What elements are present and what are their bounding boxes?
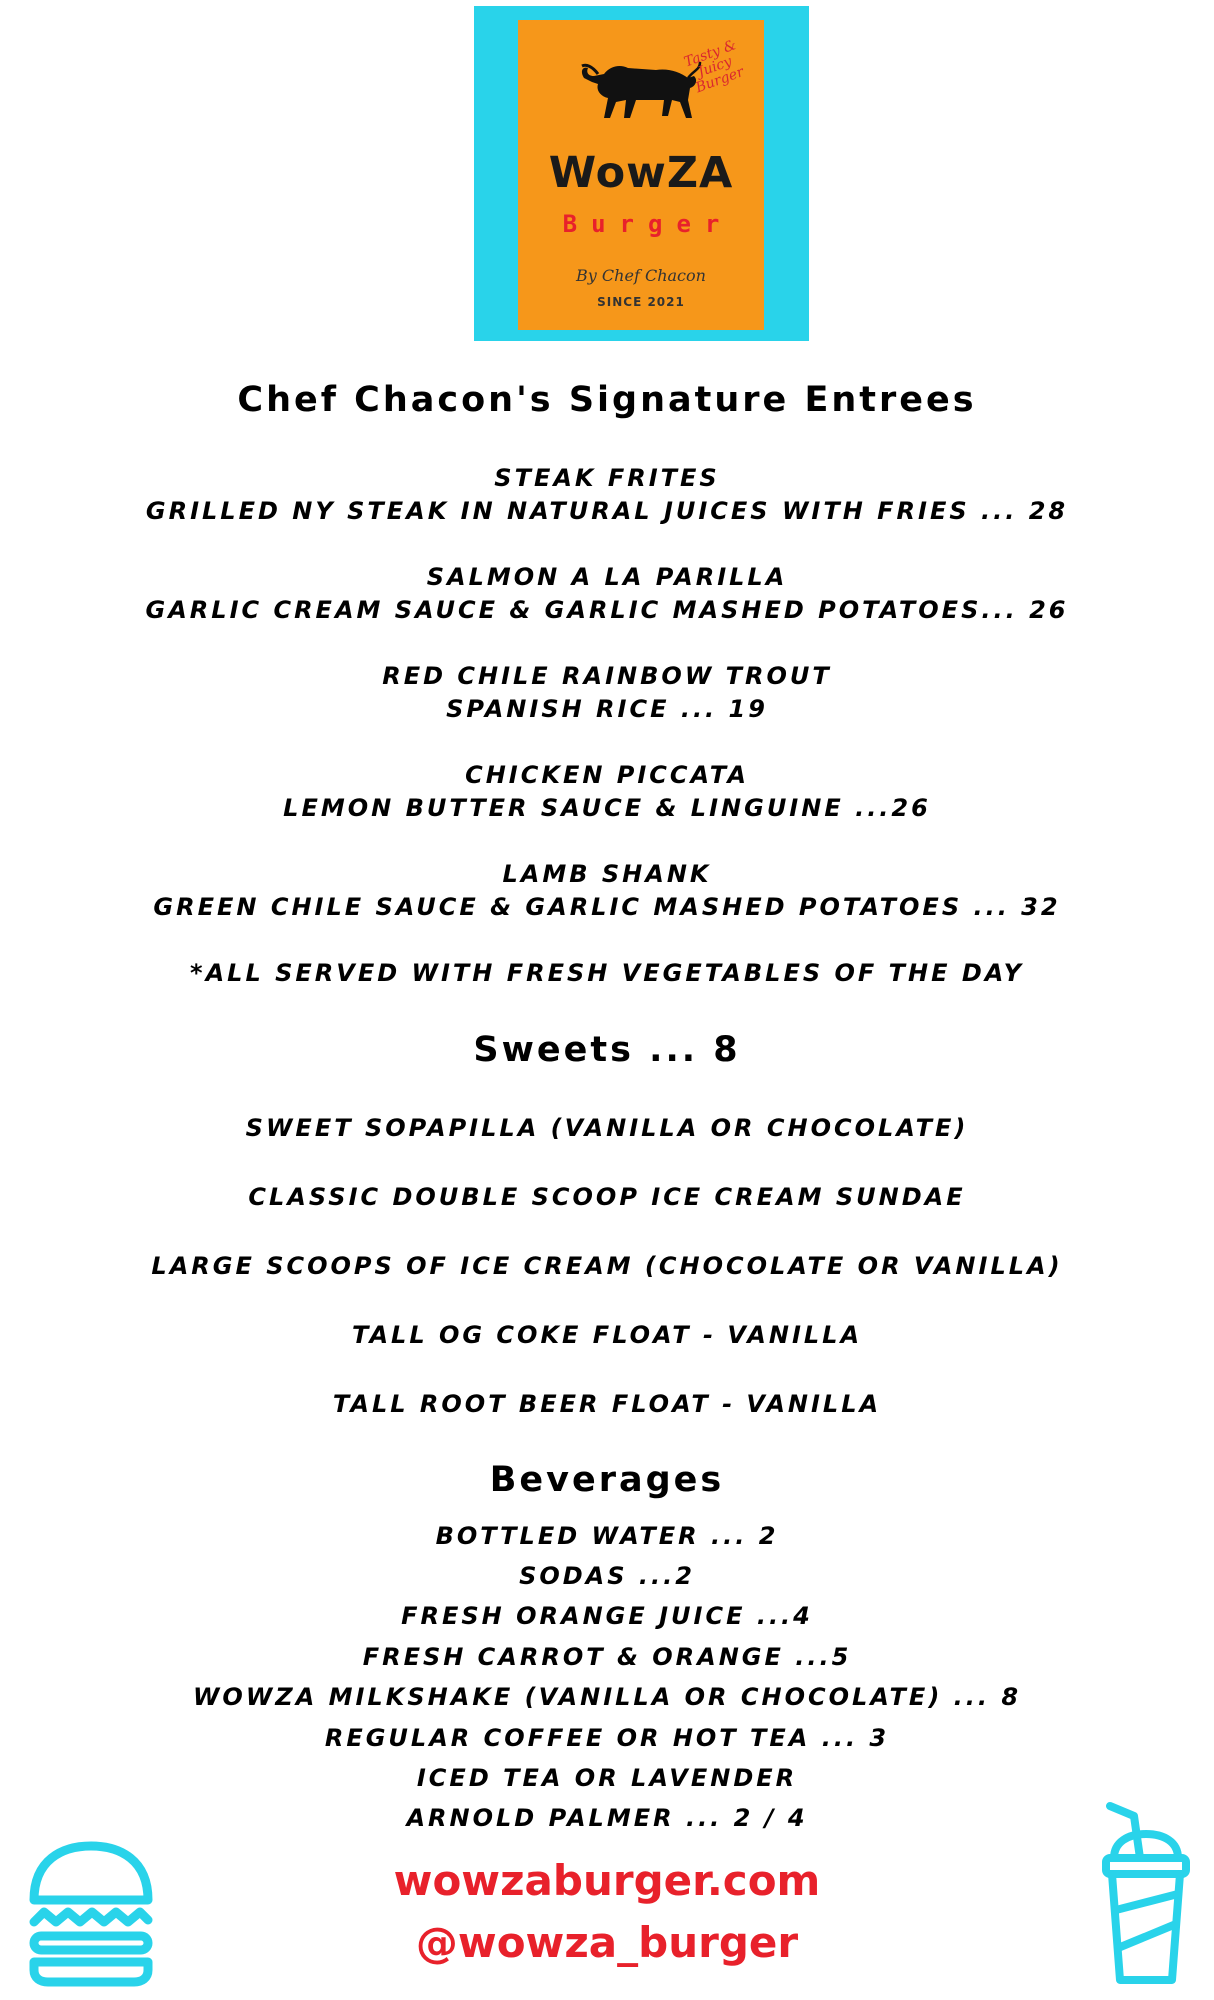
logo-card bbox=[518, 20, 764, 330]
entree-desc: GREEN CHILE SAUCE & GARLIC MASHED POTATOES ... 32 bbox=[153, 893, 1061, 921]
logo-by-line: By Chef Chacon bbox=[576, 266, 706, 285]
logo-frame bbox=[474, 6, 809, 341]
beverage-item: FRESH CARROT & ORANGE ...5 bbox=[362, 1643, 852, 1671]
logo-name: WowZA bbox=[548, 148, 734, 198]
entree-name: STEAK FRITES bbox=[494, 464, 720, 492]
social-handle-link[interactable]: @wowza_burger bbox=[415, 1918, 799, 1967]
beverages-heading: Beverages bbox=[489, 1460, 725, 1500]
beverage-item: REGULAR COFFEE OR HOT TEA ... 3 bbox=[324, 1724, 890, 1752]
beverage-item: BOTTLED WATER ... 2 bbox=[435, 1522, 779, 1550]
entree-name: LAMB SHANK bbox=[502, 860, 712, 888]
sweets-item: TALL ROOT BEER FLOAT - VANILLA bbox=[332, 1390, 882, 1418]
sweets-item: CLASSIC DOUBLE SCOOP ICE CREAM SUNDAE bbox=[248, 1183, 966, 1211]
entree-name: CHICKEN PICCATA bbox=[465, 761, 749, 789]
entree-name: SALMON A LA PARILLA bbox=[426, 563, 788, 591]
entrees-heading: Chef Chacon's Signature Entrees bbox=[237, 380, 977, 420]
drink-cup-icon bbox=[1100, 1798, 1192, 1990]
entree-desc: SPANISH RICE ... 19 bbox=[446, 695, 768, 723]
beverage-item: FRESH ORANGE JUICE ...4 bbox=[401, 1602, 813, 1630]
sweets-heading: Sweets ... 8 bbox=[473, 1030, 741, 1070]
entree-desc: GRILLED NY STEAK IN NATURAL JUICES WITH FRIES ... 28 bbox=[145, 497, 1069, 525]
entree-desc: GARLIC CREAM SAUCE & GARLIC MASHED POTATOES... 26 bbox=[145, 596, 1069, 624]
logo-tagline: Tasty & Juicy Burger bbox=[681, 37, 746, 97]
logo-since: SINCE 2021 bbox=[597, 295, 685, 309]
sweets-item: TALL OG COKE FLOAT - VANILLA bbox=[351, 1321, 863, 1349]
entree-desc: LEMON BUTTER SAUCE & LINGUINE ...26 bbox=[283, 794, 931, 822]
entrees-note: *ALL SERVED WITH FRESH VEGETABLES OF THE DAY bbox=[190, 959, 1024, 987]
beverage-item: WOWZA MILKSHAKE (VANILLA OR CHOCOLATE) ... 8 bbox=[192, 1683, 1022, 1711]
beverage-item: ICED TEA OR LAVENDER bbox=[416, 1764, 798, 1792]
sweets-item: SWEET SOPAPILLA (VANILLA OR CHOCOLATE) bbox=[245, 1114, 969, 1142]
entree-name: RED CHILE RAINBOW TROUT bbox=[382, 662, 832, 690]
website-link[interactable]: wowzaburger.com bbox=[393, 1856, 821, 1905]
beverage-item: SODAS ...2 bbox=[519, 1562, 695, 1590]
logo-subtitle: Burger bbox=[562, 210, 734, 238]
burger-icon bbox=[26, 1840, 156, 1988]
beverage-item: ARNOLD PALMER ... 2 / 4 bbox=[406, 1804, 808, 1832]
sweets-item: LARGE SCOOPS OF ICE CREAM (CHOCOLATE OR VANILLA) bbox=[151, 1252, 1063, 1280]
